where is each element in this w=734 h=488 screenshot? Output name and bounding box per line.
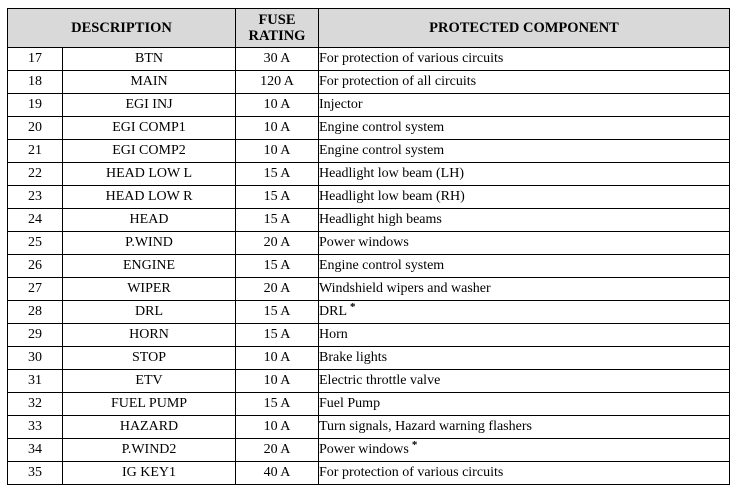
- row-number: 34: [8, 439, 63, 462]
- fuse-rating: 15 A: [236, 209, 319, 232]
- fuse-description: STOP: [63, 347, 236, 370]
- row-number: 19: [8, 94, 63, 117]
- fuse-rating: 10 A: [236, 370, 319, 393]
- row-number: 28: [8, 301, 63, 324]
- fuse-description: MAIN: [63, 71, 236, 94]
- component-text: Brake lights: [319, 350, 388, 365]
- protected-component: [319, 140, 730, 163]
- component-text: For protection of various circuits: [319, 465, 504, 480]
- header-fuse-rating: [236, 9, 319, 48]
- fuse-description: DRL: [63, 301, 236, 324]
- fuse-rating: 15 A: [236, 301, 319, 324]
- table-row: [8, 117, 730, 140]
- protected-component: [319, 117, 730, 140]
- fuse-rating: 15 A: [236, 163, 319, 186]
- fuse-rating: 20 A: [236, 439, 319, 462]
- component-text: Windshield wipers and washer: [319, 281, 491, 296]
- fuse-rating: 20 A: [236, 278, 319, 301]
- fuse-description: EGI COMP2: [63, 140, 236, 163]
- protected-component: [319, 370, 730, 393]
- fuse-description: P.WIND: [63, 232, 236, 255]
- row-number: 23: [8, 186, 63, 209]
- protected-component: [319, 347, 730, 370]
- protected-component: [319, 94, 730, 117]
- fuse-description: HORN: [63, 324, 236, 347]
- table-row: [8, 301, 730, 324]
- protected-component: [319, 48, 730, 71]
- row-number: 26: [8, 255, 63, 278]
- table-row: [8, 439, 730, 462]
- component-text: Engine control system: [319, 120, 445, 135]
- protected-component: [319, 278, 730, 301]
- component-text: Fuel Pump: [319, 396, 381, 411]
- table-row: [8, 462, 730, 485]
- table-row: [8, 163, 730, 186]
- fuse-rating: 10 A: [236, 347, 319, 370]
- header-fuse-line1: FUSE: [258, 12, 296, 28]
- protected-component: [319, 255, 730, 278]
- component-text: Power windows: [319, 442, 409, 457]
- fuse-description: HEAD LOW R: [63, 186, 236, 209]
- fuse-rating: 10 A: [236, 140, 319, 163]
- protected-component: [319, 301, 730, 324]
- protected-component: [319, 186, 730, 209]
- table-row: [8, 278, 730, 301]
- protected-component: [319, 209, 730, 232]
- table-row: [8, 324, 730, 347]
- header-row: [8, 9, 730, 48]
- protected-component: [319, 324, 730, 347]
- component-text: Headlight high beams: [319, 212, 442, 227]
- protected-component: [319, 439, 730, 462]
- table-row: [8, 255, 730, 278]
- header-fuse-line2: RATING: [248, 28, 306, 44]
- fuse-rating: 10 A: [236, 416, 319, 439]
- table-row: [8, 48, 730, 71]
- fuse-description: IG KEY1: [63, 462, 236, 485]
- fuse-description: HEAD: [63, 209, 236, 232]
- fuse-rating: 120 A: [236, 71, 319, 94]
- fuse-rating: 10 A: [236, 94, 319, 117]
- fuse-rating: 15 A: [236, 255, 319, 278]
- row-number: 30: [8, 347, 63, 370]
- table-row: [8, 209, 730, 232]
- protected-component: [319, 71, 730, 94]
- component-text: Injector: [319, 97, 363, 112]
- component-text: For protection of various circuits: [319, 51, 504, 66]
- component-text: Headlight low beam (LH): [319, 166, 465, 181]
- table-row: [8, 416, 730, 439]
- row-number: 18: [8, 71, 63, 94]
- table-row: [8, 186, 730, 209]
- component-text: Power windows: [319, 235, 409, 250]
- fuse-description: ETV: [63, 370, 236, 393]
- protected-component: [319, 416, 730, 439]
- fuse-description: BTN: [63, 48, 236, 71]
- row-number: 31: [8, 370, 63, 393]
- header-protected-component: PROTECTED COMPONENT: [319, 9, 730, 48]
- table-row: [8, 94, 730, 117]
- fuse-description: EGI COMP1: [63, 117, 236, 140]
- table-row: [8, 370, 730, 393]
- table-row: [8, 232, 730, 255]
- row-number: 21: [8, 140, 63, 163]
- fuse-description: EGI INJ: [63, 94, 236, 117]
- fuse-description: ENGINE: [63, 255, 236, 278]
- fuse-rating: 30 A: [236, 48, 319, 71]
- component-text: Engine control system: [319, 143, 445, 158]
- fuse-description: HAZARD: [63, 416, 236, 439]
- protected-component: [319, 163, 730, 186]
- component-text: Headlight low beam (RH): [319, 189, 465, 204]
- fuse-rating: 15 A: [236, 186, 319, 209]
- table-row: [8, 140, 730, 163]
- component-text: For protection of all circuits: [319, 74, 477, 89]
- component-text: Turn signals, Hazard warning flashers: [319, 419, 532, 434]
- row-number: 35: [8, 462, 63, 485]
- row-number: 17: [8, 48, 63, 71]
- row-number: 25: [8, 232, 63, 255]
- fuse-rating: 10 A: [236, 117, 319, 140]
- table-row: [8, 71, 730, 94]
- component-text: Horn: [319, 327, 348, 342]
- component-text: Engine control system: [319, 258, 445, 273]
- row-number: 29: [8, 324, 63, 347]
- fuse-table: [7, 8, 730, 485]
- fuse-description: FUEL PUMP: [63, 393, 236, 416]
- footnote-asterisk: *: [411, 439, 418, 451]
- component-text: DRL: [319, 304, 347, 319]
- fuse-rating: 40 A: [236, 462, 319, 485]
- fuse-description: WIPER: [63, 278, 236, 301]
- row-number: 20: [8, 117, 63, 140]
- protected-component: [319, 232, 730, 255]
- row-number: 27: [8, 278, 63, 301]
- fuse-description: P.WIND2: [63, 439, 236, 462]
- fuse-rating: 20 A: [236, 232, 319, 255]
- row-number: 22: [8, 163, 63, 186]
- protected-component: [319, 393, 730, 416]
- row-number: 32: [8, 393, 63, 416]
- fuse-rating: 15 A: [236, 324, 319, 347]
- component-text: Electric throttle valve: [319, 373, 441, 388]
- row-number: 33: [8, 416, 63, 439]
- table-row: [8, 347, 730, 370]
- row-number: 24: [8, 209, 63, 232]
- table-body: [8, 48, 730, 485]
- fuse-description: HEAD LOW L: [63, 163, 236, 186]
- table-row: [8, 393, 730, 416]
- header-description: DESCRIPTION: [8, 9, 236, 48]
- table-header: [8, 9, 730, 48]
- protected-component: [319, 462, 730, 485]
- footnote-asterisk: *: [350, 301, 356, 313]
- fuse-rating: 15 A: [236, 393, 319, 416]
